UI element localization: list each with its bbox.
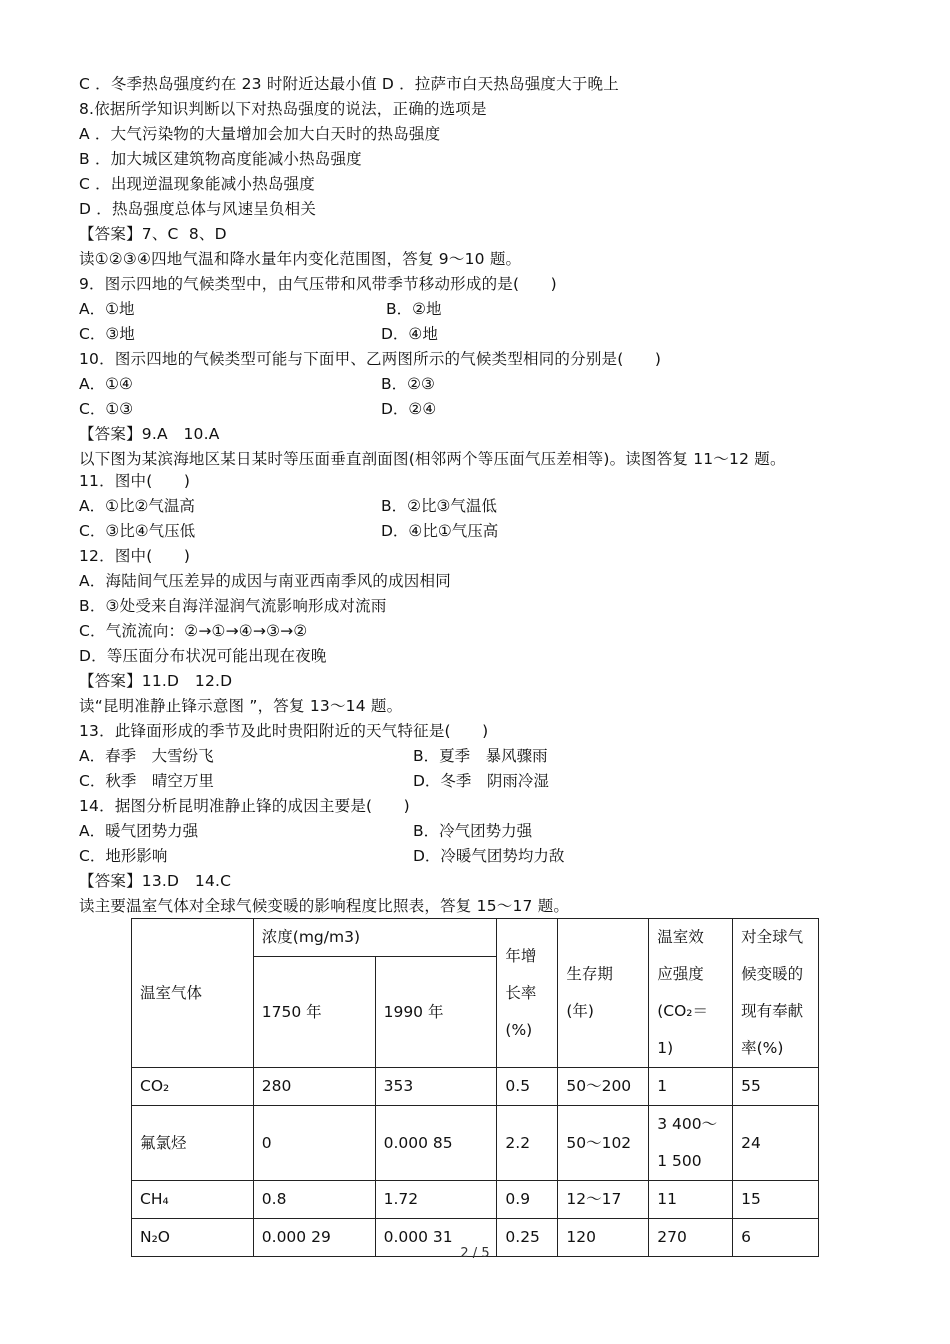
question-12: 12．图中( ) — [79, 547, 191, 565]
table-row: CO₂ 280 353 0.5 50～200 1 55 — [132, 1068, 819, 1106]
option-b: B．冷气团势力强 — [413, 822, 533, 840]
question-11: 11．图中( ) — [79, 472, 191, 490]
option-d: D．冬季 阴雨冷湿 — [413, 772, 549, 790]
header-concentration: 浓度(mg/m3) — [253, 919, 497, 957]
header-contribution: 对全球气 候变暖的 现有奉献 率(%) — [733, 919, 819, 1068]
option-a: A．暖气团势力强 — [79, 822, 199, 840]
option-line: D ．热岛强度总体与风速呈负相关 — [79, 200, 317, 218]
answer-line: 【答案】7、C 8、D — [79, 225, 227, 243]
header-gas: 温室气体 — [132, 919, 254, 1068]
header-lifetime: 生存期 (年) — [558, 919, 649, 1068]
option-c: C．秋季 晴空万里 — [79, 772, 214, 790]
option-c: C．③地 — [79, 325, 135, 343]
option-line: B．③处受来自海洋湿润气流影响形成对流雨 — [79, 597, 387, 615]
table-row: N₂O 0.000 29 0.000 31 0.25 120 270 6 — [132, 1219, 819, 1257]
header-greenhouse-effect: 温室效 应强度 (CO₂＝ 1) — [649, 919, 733, 1068]
instruction-line: 读①②③④四地气温和降水量年内变化范围图，答复 9～10 题。 — [79, 250, 522, 268]
option-line: A．海陆间气压差异的成因与南亚西南季风的成因相同 — [79, 572, 451, 590]
option-line: B ．加大城区建筑物高度能减小热岛强度 — [79, 150, 362, 168]
question-13: 13．此锋面形成的季节及此时贵阳附近的天气特征是( ) — [79, 722, 489, 740]
option-d: D．④地 — [381, 325, 438, 343]
answer-line: 【答案】13.D 14.C — [79, 872, 232, 890]
option-d: D．④比①气压高 — [381, 522, 499, 540]
page-number: 2 / 5 — [460, 1246, 490, 1261]
option-a: A．①地 — [79, 300, 135, 318]
option-a: A．春季 大雪纷飞 — [79, 747, 214, 765]
greenhouse-gas-table — [131, 918, 819, 1257]
option-a: A．①比②气温高 — [79, 497, 195, 515]
option-c: C．③比④气压低 — [79, 522, 196, 540]
question-14: 14．据图分析昆明准静止锋的成因主要是( ) — [79, 797, 410, 815]
option-d: D．冷暖气团势均力敌 — [413, 847, 565, 865]
option-line: C ．出现逆温现象能减小热岛强度 — [79, 175, 315, 193]
option-line: C．气流流向：②→①→④→③→② — [79, 622, 308, 640]
option-b: B．②地 — [386, 300, 442, 318]
question-9: 9．图示四地的气候类型中，由气压带和风带季节移动形成的是( ) — [79, 275, 557, 293]
option-line: A ．大气污染物的大量增加会加大白天时的热岛强度 — [79, 125, 441, 143]
option-a: A．①④ — [79, 375, 133, 393]
option-line: D．等压面分布状况可能出现在夜晚 — [79, 647, 327, 665]
option-b: B．②比③气温低 — [381, 497, 497, 515]
option-c: C．地形影响 — [79, 847, 168, 865]
option-b: B．②③ — [381, 375, 435, 393]
table-row: CH₄ 0.8 1.72 0.9 12～17 11 15 — [132, 1181, 819, 1219]
option-d: D．②④ — [381, 400, 437, 418]
question-10: 10．图示四地的气候类型可能与下面甲、乙两图所示的气候类型相同的分别是( ) — [79, 350, 662, 368]
option-b: B．夏季 暴风骤雨 — [413, 747, 548, 765]
text-line: C ．冬季热岛强度约在 23 时附近达最小值 D ．拉萨市白天热岛强度大于晚上 — [79, 75, 619, 93]
header-growth-rate: 年增 长率 (%) — [497, 919, 558, 1068]
table-row: 氟氯烃 0 0.000 85 2.2 50～102 3 400～ 1 500 24 — [132, 1106, 819, 1181]
header-1990: 1990 年 — [375, 957, 497, 1068]
answer-line: 【答案】11.D 12.D — [79, 672, 233, 690]
instruction-line: 以下图为某滨海地区某日某时等压面垂直剖面图(相邻两个等压面气压差相等)。读图答复 11～12 题。 — [79, 450, 786, 468]
header-1750: 1750 年 — [253, 957, 375, 1068]
option-c: C．①③ — [79, 400, 134, 418]
instruction-line: 读主要温室气体对全球气候变暖的影响程度比照表，答复 15～17 题。 — [79, 897, 570, 915]
instruction-line: 读“昆明准静止锋示意图 ”，答复 13～14 题。 — [79, 697, 403, 715]
question-8: 8.依据所学知识判断以下对热岛强度的说法，正确的选项是 — [79, 100, 487, 118]
answer-line: 【答案】9.A 10.A — [79, 425, 220, 443]
